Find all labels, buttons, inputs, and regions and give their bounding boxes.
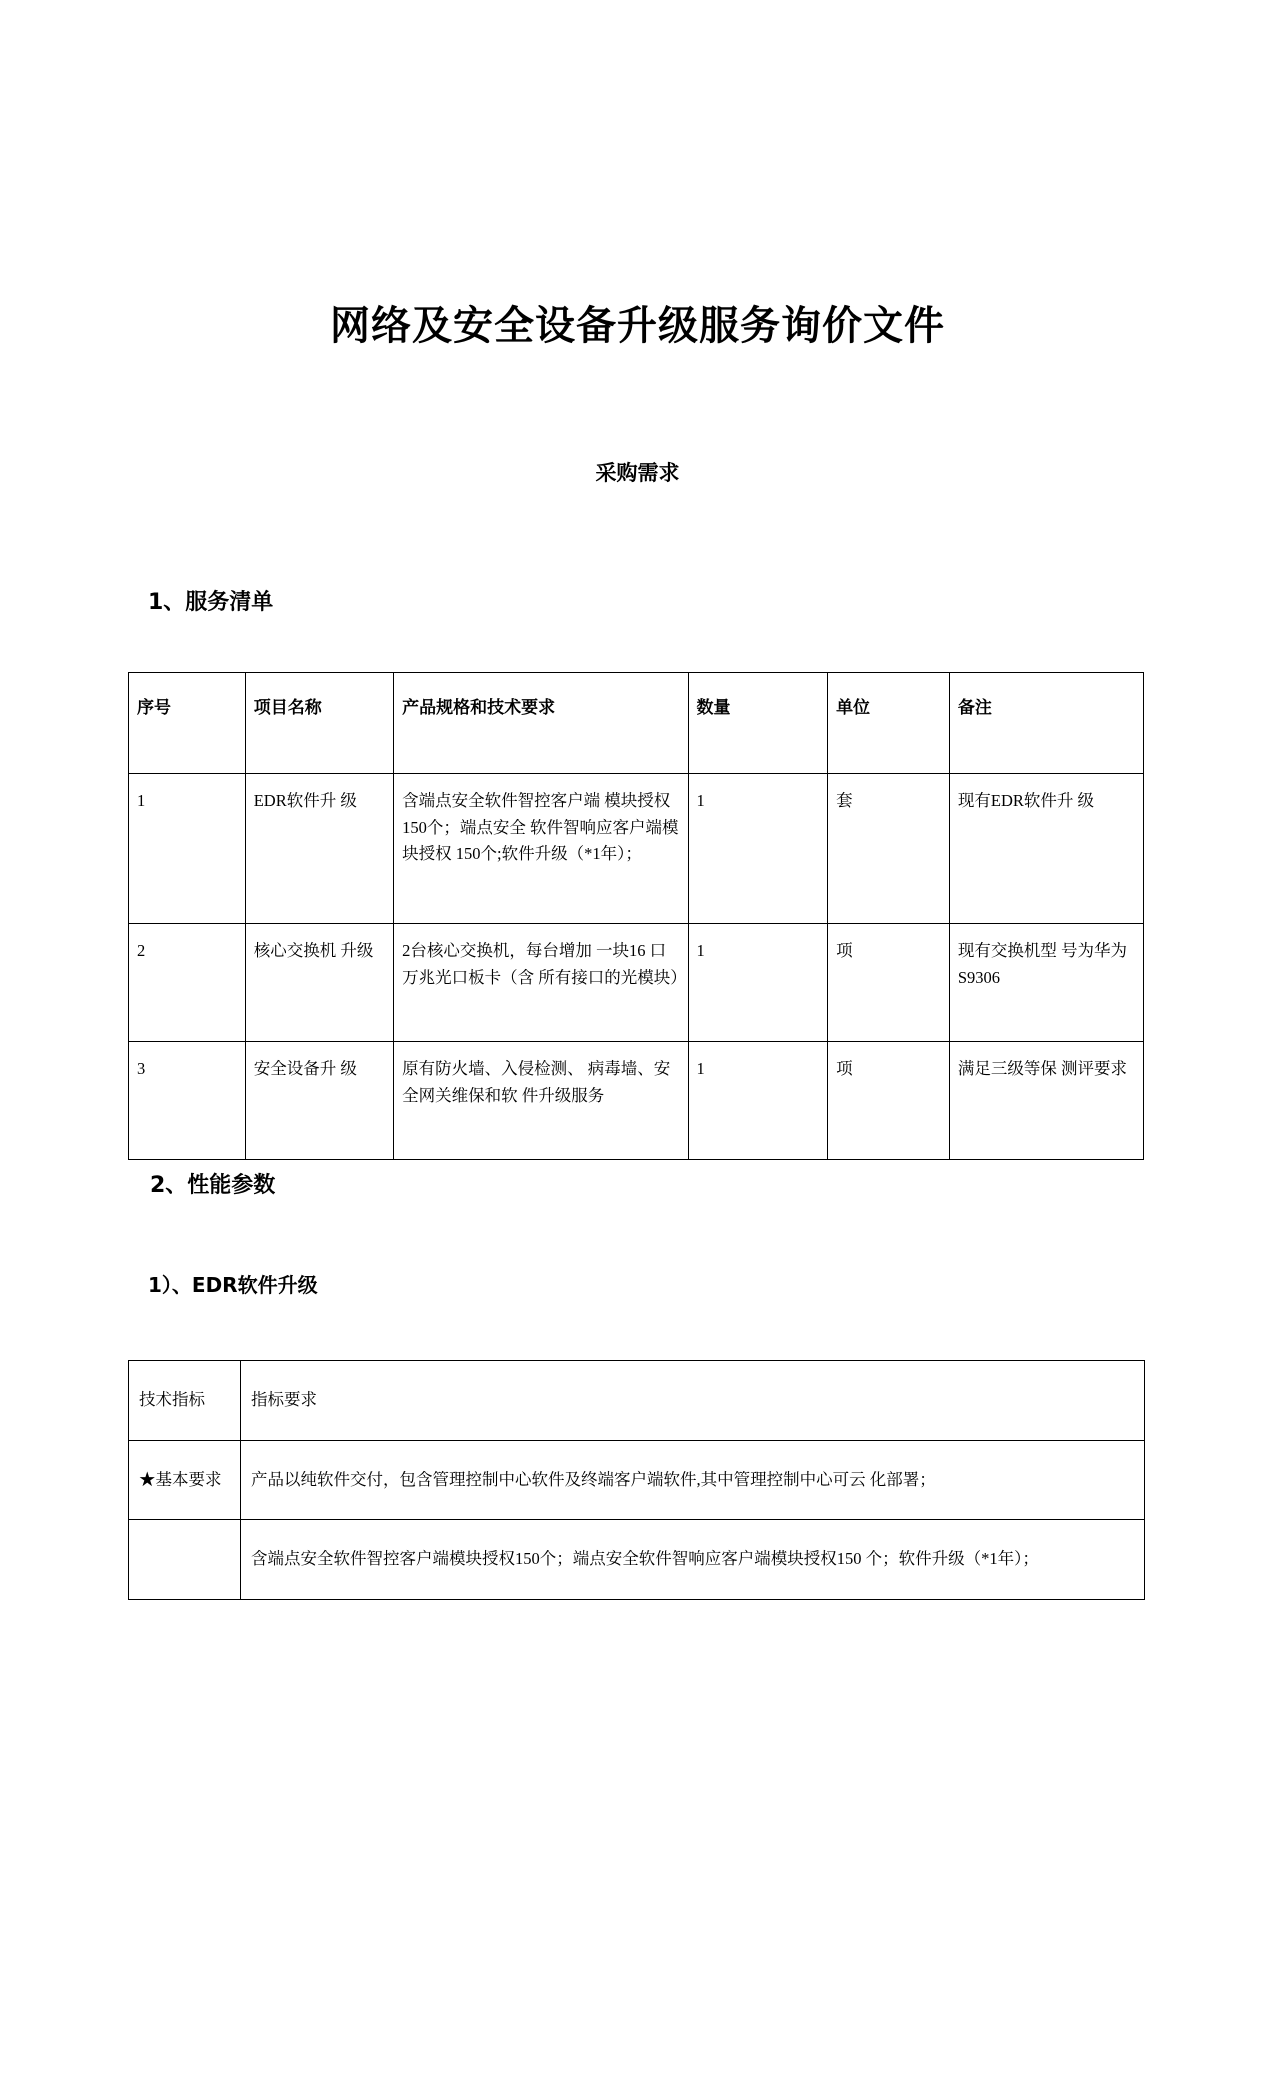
cell-qty: 1: [688, 1042, 828, 1160]
document-subtitle: 采购需求: [595, 461, 680, 485]
cell-requirement: 含端点安全软件智控客户端模块授权150个；端点安全软件智响应客户端模块授权150 个；软件升级（*1年）；: [241, 1520, 1145, 1600]
cell-remark: 现有交换机型 号为华为S9306: [949, 924, 1143, 1042]
cell-unit: 项: [828, 924, 950, 1042]
cell-requirement: 产品以纯软件交付，包含管理控制中心软件及终端客户端软件,其中管理控制中心可云 化部署；: [241, 1440, 1145, 1520]
cell-unit: 套: [828, 774, 950, 924]
cell-remark: 现有EDR软件升 级: [949, 774, 1143, 924]
service-list-table: [128, 672, 1144, 1160]
column-header-metric: 技术指标: [129, 1361, 241, 1441]
cell-no: 1: [129, 774, 246, 924]
table-row: [129, 924, 1144, 1042]
cell-name: EDR软件升 级: [245, 774, 393, 924]
subsection-heading-edr: 1）、EDR软件升级: [148, 1273, 318, 1297]
cell-metric: ★基本要求: [129, 1440, 241, 1520]
cell-name: 核心交换机 升级: [245, 924, 393, 1042]
table-row: [129, 774, 1144, 924]
cell-qty: 1: [688, 924, 828, 1042]
cell-no: 2: [129, 924, 246, 1042]
column-header-remark: 备注: [949, 673, 1143, 774]
cell-name: 安全设备升 级: [245, 1042, 393, 1160]
column-header-requirement: 指标要求: [241, 1361, 1145, 1441]
page-title: 网络及安全设备升级服务询价文件: [330, 303, 945, 349]
cell-metric: [129, 1520, 241, 1600]
section-heading-performance: 2、性能参数: [150, 1173, 276, 1198]
cell-spec: 2台核心交换机，每台增加 一块16 口万兆光口板卡（含 所有接口的光模块）: [394, 924, 688, 1042]
column-header-name: 项目名称: [245, 673, 393, 774]
cell-no: 3: [129, 1042, 246, 1160]
column-header-unit: 单位: [828, 673, 950, 774]
column-header-qty: 数量: [688, 673, 828, 774]
table-row: [129, 1520, 1145, 1600]
edr-spec-table: [128, 1360, 1145, 1600]
table-row: [129, 1042, 1144, 1160]
cell-spec: 原有防火墙、入侵检测、 病毒墙、安全网关维保和软 件升级服务: [394, 1042, 688, 1160]
table-row: [129, 1440, 1145, 1520]
column-header-no: 序号: [129, 673, 246, 774]
cell-unit: 项: [828, 1042, 950, 1160]
column-header-spec: 产品规格和技术要求: [394, 673, 688, 774]
table-header-row: [129, 1361, 1145, 1441]
table-header-row: [129, 673, 1144, 774]
cell-spec: 含端点安全软件智控客户端 模块授权150个；端点安全 软件智响应客户端模块授权 150个;软件升级（*1年）；: [394, 774, 688, 924]
section-heading-service-list: 1、服务清单: [148, 590, 274, 615]
cell-qty: 1: [688, 774, 828, 924]
cell-remark: 满足三级等保 测评要求: [949, 1042, 1143, 1160]
